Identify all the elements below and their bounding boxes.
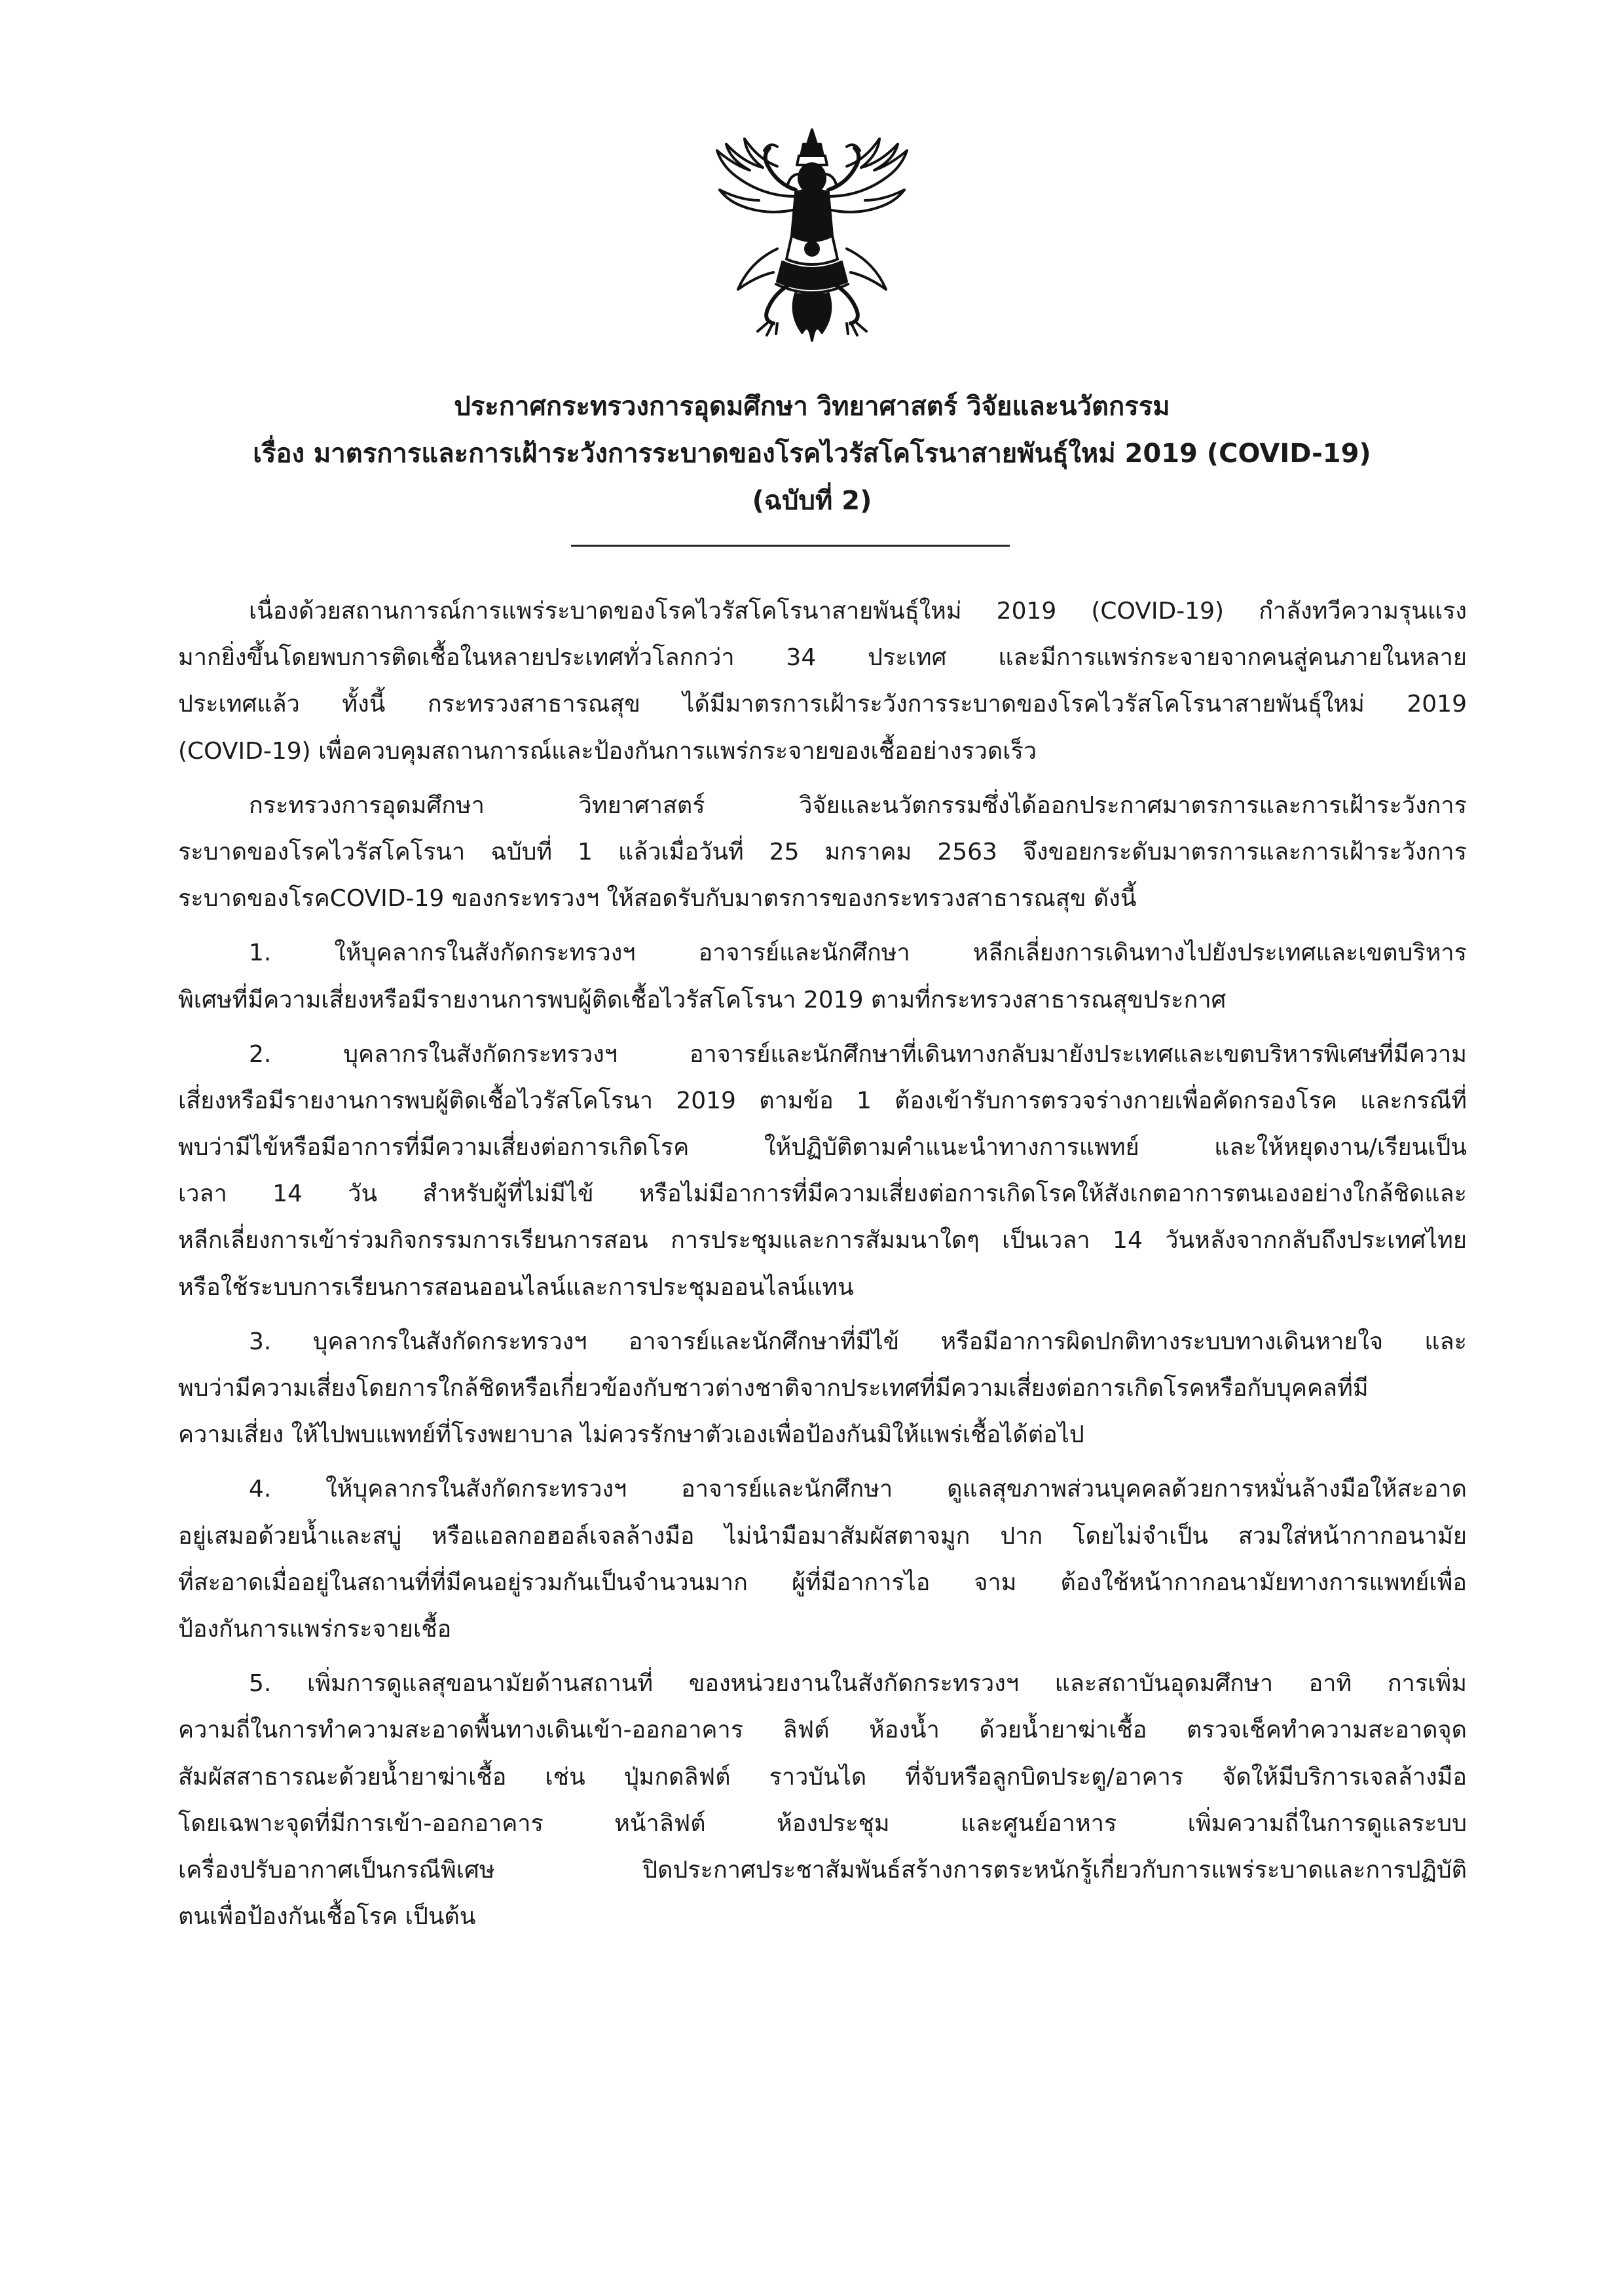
text-line: ที่สะอาดเมื่ออยู่ในสถานที่ที่มีคนอยู่รวมกันเป็นจำนวนมาก ผู้ที่มีอาการไอ จาม ต้องใช้หน้ากากอนามัยทางการแพทย์เพื่อ [178,1569,1467,1596]
text-line: ตนเพื่อป้องกันเชื้อโรค เป็นต้น [178,1903,476,1931]
text-line: 1. ให้บุคลากรในสังกัดกระทรวงฯ อาจารย์และนักศึกษา หลีกเลี่ยงการเดินทางไปยังประเทศและเขตบริหาร [249,939,1467,967]
text-line: ระบาดของโรคไวรัสโคโรนา ฉบับที่ 1 แล้วเมื่อวันที่ 25 มกราคม 2563 จึงขอยกระดับมาตรการและการเฝ้าระวังการ [178,838,1467,866]
text-line: 3. บุคลากรในสังกัดกระทรวงฯ อาจารย์และนักศึกษาที่มีไข้ หรือมีอาการผิดปกติทางระบบทางเดินหายใจ และ [249,1328,1467,1355]
paragraph-measure-3 [178,1319,1467,1459]
paragraph-measure-2 [178,1031,1467,1311]
text-line: (COVID-19) เพื่อควบคุมสถานการณ์และป้องกันการแพร่กระจายของเชื้ออย่างรวดเร็ว [178,737,1037,765]
text-line: พบว่ามีไข้หรือมีอาการที่มีความเสี่ยงต่อการเกิดโรค ให้ปฏิบัติตามคำแนะนำทางการแพทย์ และให้หยุดงาน/เรียนเป็น [178,1134,1467,1161]
paragraph-measure-5 [178,1660,1467,1940]
announcement-body [178,588,1467,1948]
header-divider [571,545,1010,547]
text-line: 2. บุคลากรในสังกัดกระทรวงฯ อาจารย์และนักศึกษาที่เดินทางกลับมายังประเทศและเขตบริหารพิเศษที่มีความ [249,1040,1467,1068]
text-line: เนื่องด้วยสถานการณ์การแพร่ระบาดของโรคไวรัสโคโรนาสายพันธุ์ใหม่ 2019 (COVID-19) กำลังทวีความรุนแรง [249,598,1467,625]
announcement-header [196,383,1428,524]
text-line: มากยิ่งขึ้นโดยพบการติดเชื้อในหลายประเทศทั่วโลกกว่า 34 ประเทศ และมีการแพร่กระจายจากคนสู่คนภายในหลาย [178,644,1467,672]
text-line: พิเศษที่มีความเสี่ยงหรือมีรายงานการพบผู้ติดเชื้อไวรัสโคโรนา 2019 ตามที่กระทรวงสาธารณสุขประกาศ [178,986,1227,1013]
text-line: ระบาดของโรคCOVID-19 ของกระทรวงฯ ให้สอดรับกับมาตรการของกระทรวงสาธารณสุข ดังนี้ [178,885,1137,913]
announcement-title: ประกาศกระทรวงการอุดมศึกษา วิทยาศาสตร์ วิจัยและนวัตกรรม [454,392,1170,422]
text-line: ความถี่ในการทำความสะอาดพื้นทางเดินเข้า-ออกอาคาร ลิฟต์ ห้องน้ำ ด้วยน้ำยาฆ่าเชื้อ ตรวจเช็คทำความสะอาดจุด [178,1717,1467,1744]
text-line: เวลา 14 วัน สำหรับผู้ที่ไม่มีไข้ หรือไม่มีอาการที่มีความเสี่ยงต่อการเกิดโรคให้สังเกตอาการตนเองอย่างใกล้ชิดและ [178,1180,1467,1208]
garuda-emblem-icon [704,124,920,354]
text-line: ป้องกันการแพร่กระจายเชื้อ [178,1615,452,1643]
text-line: หรือใช้ระบบการเรียนการสอนออนไลน์และการประชุมออนไลน์แทน [178,1273,854,1301]
text-line: พบว่ามีความเสี่ยงโดยการใกล้ชิดหรือเกี่ยวข้องกับชาวต่างชาติจากประเทศที่มีความเสี่ยงต่อการเกิดโรคหรือกับบุคคลที่มี [178,1375,1369,1402]
text-line: ประเทศแล้ว ทั้งนี้ กระทรวงสาธารณสุข ได้มีมาตรการเฝ้าระวังการระบาดของโรคไวรัสโคโรนาสายพันธุ์ใหม่ 2019 [178,691,1467,718]
paragraph-measure-1 [178,930,1467,1023]
text-line: สัมผัสสาธารณะด้วยน้ำยาฆ่าเชื้อ เช่น ปุ่มกดลิฟต์ ราวบันได ที่จับหรือลูกบิดประตู/อาคาร จัดให้มีบริการเจลล้างมือ [178,1763,1467,1791]
paragraph-measure-4 [178,1466,1467,1652]
text-line: 5. เพิ่มการดูแลสุขอนามัยด้านสถานที่ ของหน่วยงานในสังกัดกระทรวงฯ และสถาบันอุดมศึกษา อาทิ การเพิ่ม [249,1670,1467,1698]
text-line: อยู่เสมอด้วยน้ำและสบู่ หรือแอลกอฮอล์เจลล้างมือ ไม่นำมือมาสัมผัสตาจมูก ปาก โดยไม่จำเป็น สวมใส่หน้ากากอนามัย [178,1522,1467,1550]
text-line: เสี่ยงหรือมีรายงานการพบผู้ติดเชื้อไวรัสโคโรนา 2019 ตามข้อ 1 ต้องเข้ารับการตรวจร่างกายเพื่อคัดกรองโรค และกรณีที่ [178,1087,1467,1114]
paragraph-intro [178,588,1467,774]
paragraph-ministry-action [178,782,1467,922]
text-line: เครื่องปรับอากาศเป็นกรณีพิเศษ ปิดประกาศประชาสัมพันธ์สร้างการตระหนักรู้เกี่ยวกับการแพร่ระบาดและการปฏิบัติ [178,1856,1467,1884]
text-line: หลีกเลี่ยงการเข้าร่วมกิจกรรมการเรียนการสอน การประชุมและการสัมมนาใดๆ เป็นเวลา 14 วันหลังจากกลับถึงประเทศไทย [178,1227,1467,1254]
announcement-edition: (ฉบับที่ 2) [752,486,872,516]
announcement-subject: เรื่อง มาตรการและการเฝ้าระวังการระบาดของโรคไวรัสโคโรนาสายพันธุ์ใหม่ 2019 (COVID-19) [253,439,1371,469]
text-line: ความเสี่ยง ให้ไปพบแพทย์ที่โรงพยาบาล ไม่ควรรักษาตัวเองเพื่อป้องกันมิให้แพร่เชื้อได้ต่อไป [178,1421,1084,1449]
text-line: 4. ให้บุคลากรในสังกัดกระทรวงฯ อาจารย์และนักศึกษา ดูแลสุขภาพส่วนบุคคลด้วยการหมั่นล้างมือให้สะอาด [249,1476,1467,1503]
text-line: กระทรวงการอุดมศึกษา วิทยาศาสตร์ วิจัยและนวัตกรรมซึ่งได้ออกประกาศมาตรการและการเฝ้าระวังการ [249,792,1467,819]
text-line: โดยเฉพาะจุดที่มีการเข้า-ออกอาคาร หน้าลิฟต์ ห้องประชุม และศูนย์อาหาร เพิ่มความถี่ในการดูแลระบบ [178,1810,1467,1837]
